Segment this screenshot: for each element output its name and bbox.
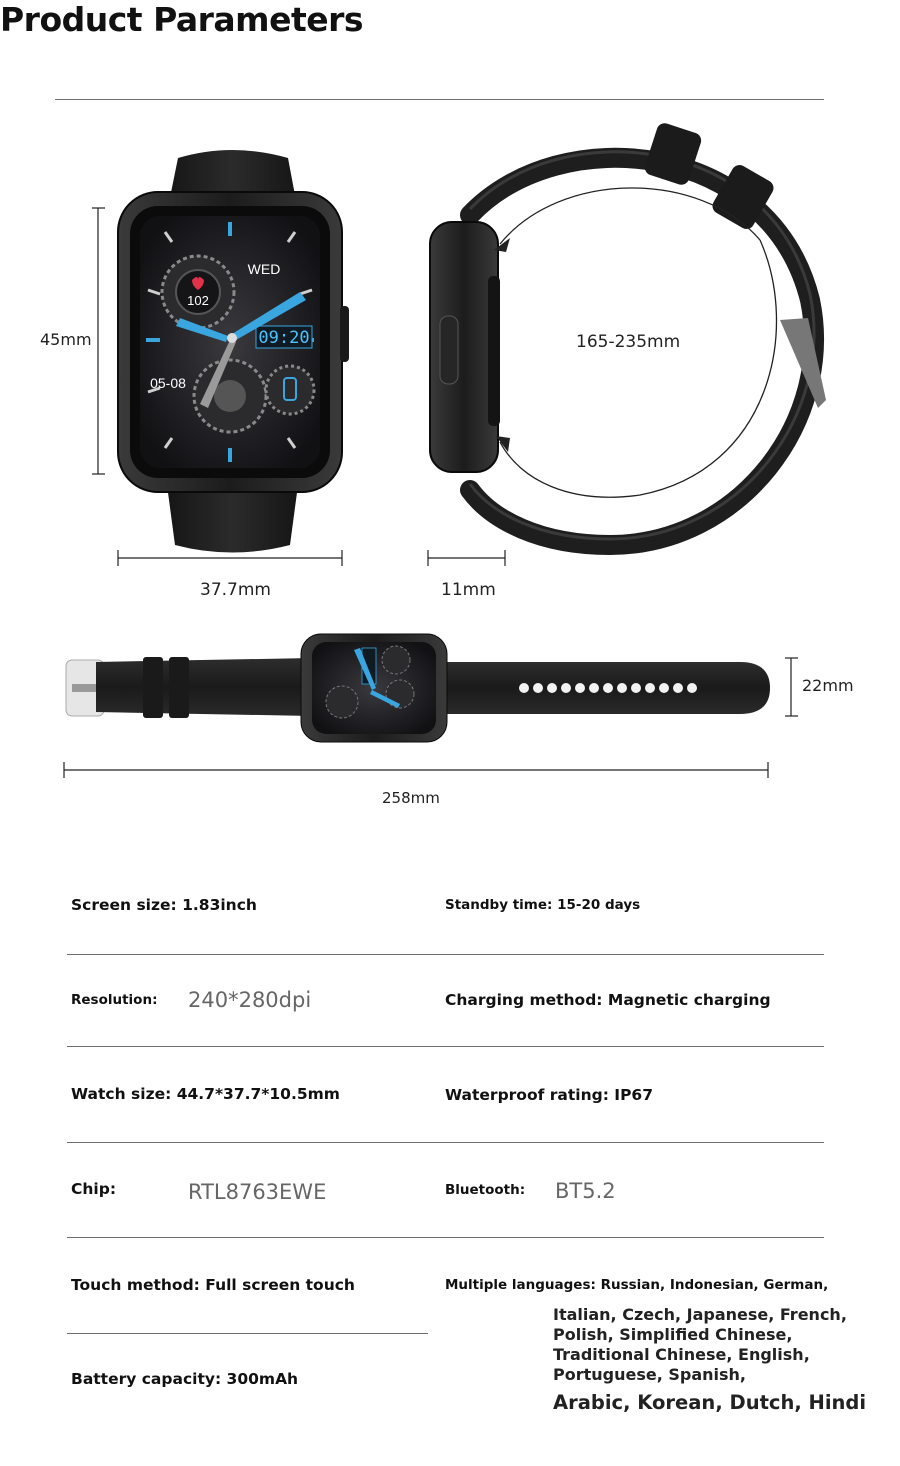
- front-watch: [118, 150, 349, 553]
- language-line: Polish, Simplified Chinese,: [553, 1325, 793, 1344]
- strap-width-label: 22mm: [802, 676, 854, 695]
- spec-chip-label: Chip:: [71, 1180, 117, 1198]
- heart-rate-value: 102: [187, 293, 209, 308]
- spec-bluetooth-value: BT5.2: [555, 1179, 616, 1203]
- spec-resolution-label: Resolution:: [71, 992, 158, 1008]
- language-line: Traditional Chinese, English,: [553, 1345, 810, 1364]
- thickness-label: 11mm: [441, 580, 496, 600]
- spec-divider: [67, 954, 824, 955]
- day-label: WED: [247, 261, 281, 277]
- width-label: 37.7mm: [200, 580, 271, 600]
- digital-time: 09:20: [258, 328, 310, 348]
- spec-languages-header: Multiple languages: Russian, Indonesian, German,: [445, 1277, 829, 1293]
- language-line: Italian, Czech, Japanese, French,: [553, 1305, 847, 1324]
- spec-resolution-value: 240*280dpi: [188, 988, 312, 1012]
- page-title: Product Parameters: [0, 0, 364, 39]
- spec-screen-size: Screen size: 1.83inch: [71, 896, 257, 914]
- language-line: Portuguese, Spanish,: [553, 1365, 747, 1384]
- spec-divider: [67, 1046, 824, 1047]
- date-label: 05-08: [150, 375, 186, 391]
- wrist-size-label: 165-235mm: [576, 332, 681, 352]
- spec-divider: [67, 1142, 824, 1143]
- spec-watch-size: Watch size: 44.7*37.7*10.5mm: [71, 1085, 340, 1103]
- flat-watch: [66, 634, 770, 742]
- spec-waterproof: Waterproof rating: IP67: [445, 1086, 653, 1104]
- spec-divider: [67, 1333, 428, 1334]
- spec-chip-value: RTL8763EWE: [188, 1180, 327, 1204]
- spec-divider: [67, 1237, 824, 1238]
- spec-charging: Charging method: Magnetic charging: [445, 991, 771, 1009]
- spec-battery: Battery capacity: 300mAh: [71, 1370, 299, 1388]
- spec-bluetooth-label: Bluetooth:: [445, 1182, 526, 1198]
- spec-touch: Touch method: Full screen touch: [71, 1276, 355, 1294]
- height-label: 45mm: [40, 330, 92, 349]
- total-length-label: 258mm: [382, 789, 440, 807]
- spec-standby-time: Standby time: 15-20 days: [445, 897, 641, 913]
- language-line: Arabic, Korean, Dutch, Hindi: [553, 1391, 867, 1414]
